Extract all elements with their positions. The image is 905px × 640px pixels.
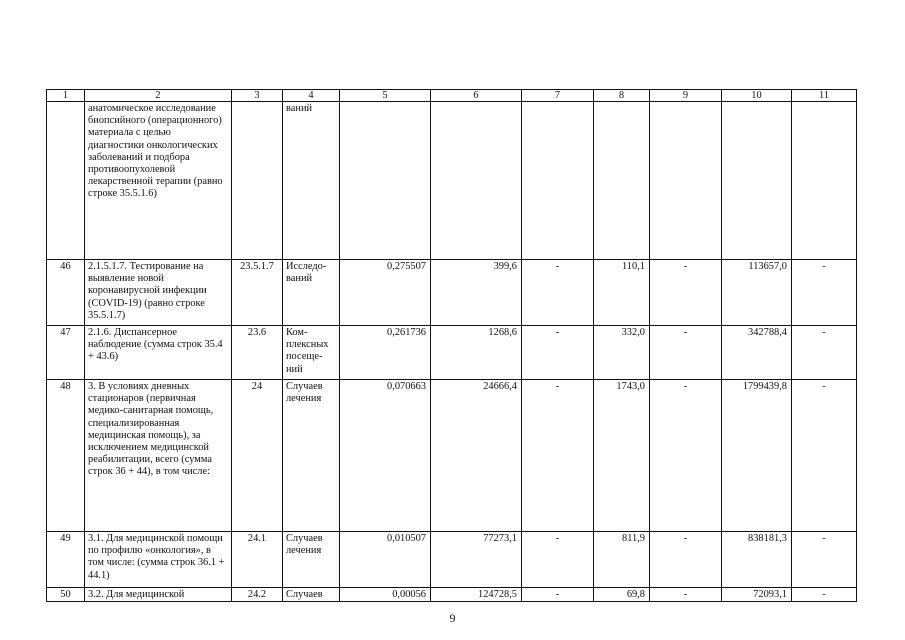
row-number: 49 [47, 532, 85, 588]
row-unit: Случаев лечения [283, 380, 340, 532]
cell-col11: - [792, 326, 857, 380]
table-row [47, 532, 857, 588]
cell-col6 [431, 102, 522, 260]
cell-col8: 110,1 [594, 260, 650, 326]
cell-col5: 0,00056 [340, 588, 431, 602]
row-code: 23.6 [232, 326, 283, 380]
cell-col7: - [522, 260, 594, 326]
row-code: 24.2 [232, 588, 283, 602]
cell-col5: 0,261736 [340, 326, 431, 380]
col-header: 9 [650, 90, 722, 102]
col-header: 10 [722, 90, 792, 102]
cell-col8 [594, 102, 650, 260]
cell-col5: 0,070663 [340, 380, 431, 532]
table-row [47, 326, 857, 380]
row-code: 24.1 [232, 532, 283, 588]
cell-col6: 124728,5 [431, 588, 522, 602]
cell-col10: 113657,0 [722, 260, 792, 326]
row-name: анатомическое исследование биопсийного (операционного) материала с целью диагностики онкологических заболеваний и подбора противоопухолевой лекарственной терапии (равно строке 35.5.1.6) [85, 102, 232, 260]
col-header: 3 [232, 90, 283, 102]
cell-col7 [522, 102, 594, 260]
cell-col8: 811,9 [594, 532, 650, 588]
cell-col5: 0,275507 [340, 260, 431, 326]
cell-col7: - [522, 380, 594, 532]
row-name: 2.1.6. Диспансерное наблюдение (сумма строк 35.4 + 43.6) [85, 326, 232, 380]
row-code: 24 [232, 380, 283, 532]
cell-col11: - [792, 260, 857, 326]
row-number: 48 [47, 380, 85, 532]
row-number: 50 [47, 588, 85, 602]
row-number: 46 [47, 260, 85, 326]
table-row [47, 380, 857, 532]
row-unit: Исследо-ваний [283, 260, 340, 326]
table-row [47, 260, 857, 326]
cell-col6: 24666,4 [431, 380, 522, 532]
cell-col5 [340, 102, 431, 260]
row-number [47, 102, 85, 260]
row-name: 3. В условиях дневных стационаров (первичная медико-санитарная помощь, специализированная медицинская помощь), за исключением медицинской реабилитации, всего (сумма строк 36 + 44), в том числе: [85, 380, 232, 532]
row-name: 3.2. Для медицинской [85, 588, 232, 602]
cell-col9: - [650, 588, 722, 602]
col-header: 2 [85, 90, 232, 102]
cell-col9: - [650, 380, 722, 532]
cell-col11: - [792, 532, 857, 588]
row-number: 47 [47, 326, 85, 380]
cell-col10: 1799439,8 [722, 380, 792, 532]
cell-col10: 72093,1 [722, 588, 792, 602]
cell-col9 [650, 102, 722, 260]
cell-col11: - [792, 588, 857, 602]
cell-col8: 332,0 [594, 326, 650, 380]
column-number-row [47, 90, 857, 102]
table-row [47, 102, 857, 260]
cell-col10: 838181,3 [722, 532, 792, 588]
row-code [232, 102, 283, 260]
cell-col9: - [650, 260, 722, 326]
cell-col6: 77273,1 [431, 532, 522, 588]
cell-col6: 399,6 [431, 260, 522, 326]
cell-col8: 1743,0 [594, 380, 650, 532]
col-header: 4 [283, 90, 340, 102]
row-unit: Случаев [283, 588, 340, 602]
col-header: 8 [594, 90, 650, 102]
row-name: 2.1.5.1.7. Тестирование на выявление новой коронавирусной инфекции (COVID-19) (равно строке 35.5.1.7) [85, 260, 232, 326]
col-header: 1 [47, 90, 85, 102]
page-number: 9 [449, 611, 456, 625]
statistics-table [46, 89, 857, 602]
cell-col5: 0,010507 [340, 532, 431, 588]
table-row [47, 588, 857, 602]
cell-col7: - [522, 588, 594, 602]
cell-col11: - [792, 380, 857, 532]
cell-col8: 69,8 [594, 588, 650, 602]
row-name: 3.1. Для медицинской помощи по профилю «онкология», в том числе: (сумма строк 36.1 + 44.1) [85, 532, 232, 588]
cell-col11 [792, 102, 857, 260]
cell-col6: 1268,6 [431, 326, 522, 380]
cell-col9: - [650, 532, 722, 588]
cell-col7: - [522, 532, 594, 588]
row-code: 23.5.1.7 [232, 260, 283, 326]
cell-col9: - [650, 326, 722, 380]
cell-col10 [722, 102, 792, 260]
col-header: 7 [522, 90, 594, 102]
col-header: 11 [792, 90, 857, 102]
cell-col10: 342788,4 [722, 326, 792, 380]
col-header: 5 [340, 90, 431, 102]
row-unit: Ком-плексных посеще-ний [283, 326, 340, 380]
row-unit: Случаев лечения [283, 532, 340, 588]
row-unit: ваний [283, 102, 340, 260]
cell-col7: - [522, 326, 594, 380]
col-header: 6 [431, 90, 522, 102]
